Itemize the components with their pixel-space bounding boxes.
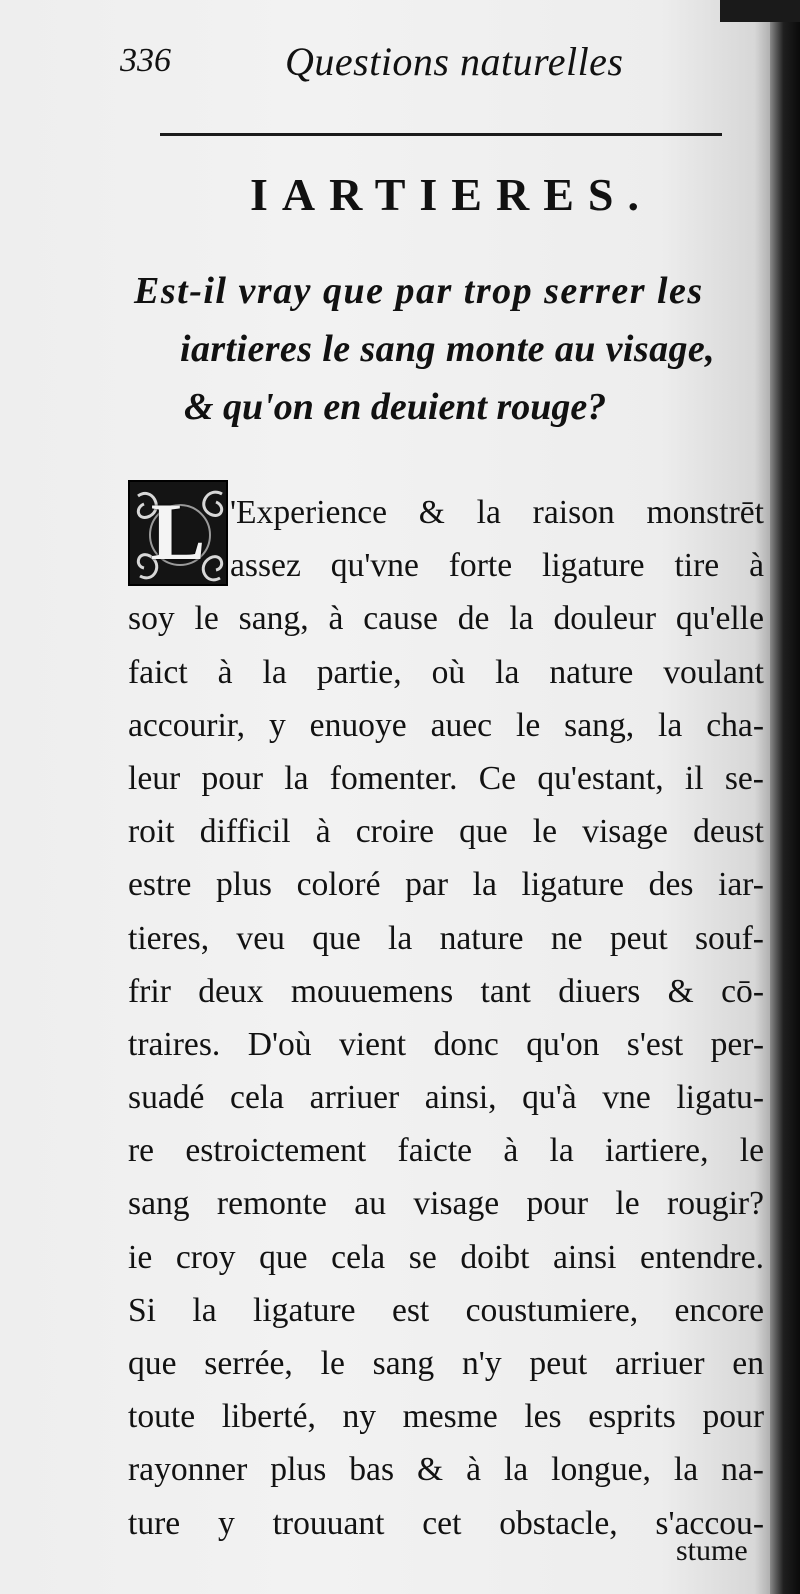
text-line: soy le sang, à cause de la douleur qu'elle [128,600,764,638]
text-line: estre plus coloré par la ligature des iar- [128,866,764,904]
text-line: faict à la partie, où la nature voulant [128,653,764,691]
text-line: sang remonte au visage pour le rougir? [128,1185,764,1223]
question-line: & qu'on en deuient rouge? [184,386,607,428]
page-number: 336 [120,42,171,79]
question-heading [126,262,766,436]
text-line: frir deux mouuemens tant diuers & cō- [128,972,764,1010]
initial-letter: L [150,486,206,577]
page-corner-shadow [720,0,800,22]
chapter-title: IARTIERES. [250,169,653,220]
text-line: suadé cela arriuer ainsi, qu'à vne ligatu- [128,1079,764,1117]
catchword: stume [676,1534,748,1567]
text-line: leur pour la fomenter. Ce qu'estant, il se- [128,759,764,797]
page-header [120,38,740,108]
body-text [128,486,764,1550]
text-line: toute liberté, ny mesme les esprits pour [128,1398,764,1436]
text-line: tieres, veu que la nature ne peut souf- [128,919,764,957]
text-line: rayonner plus bas & à la longue, la na- [128,1451,764,1489]
header-rule [160,133,722,136]
text-line: ie croy que cela se doibt ainsi entendre. [128,1238,764,1276]
text-line: re estroictement faicte à la iartiere, le [128,1132,764,1170]
text-line: assez qu'vne forte ligature tire à [230,547,764,585]
text-line: traires. D'où vient donc qu'on s'est per- [128,1025,764,1063]
text-line: Si la ligature est coustumiere, encore [128,1291,764,1329]
text-line: que serrée, le sang n'y peut arriuer en [128,1345,764,1382]
question-line: Est-il vray que par trop serrer les [134,270,704,312]
page-binding-edge [770,0,800,1594]
question-line: iartieres le sang monte au visage, [180,328,716,370]
text-line: ture y trouuant cet obstacle, s'accou- [128,1504,764,1542]
text-line: roit difficil à croire que le visage deust [128,813,764,851]
running-head: Questions naturelles [285,39,624,84]
text-line: 'Experience & la raison monstrēt [230,494,764,531]
text-line: accourir, y enuoye auec le sang, la cha- [128,706,764,744]
